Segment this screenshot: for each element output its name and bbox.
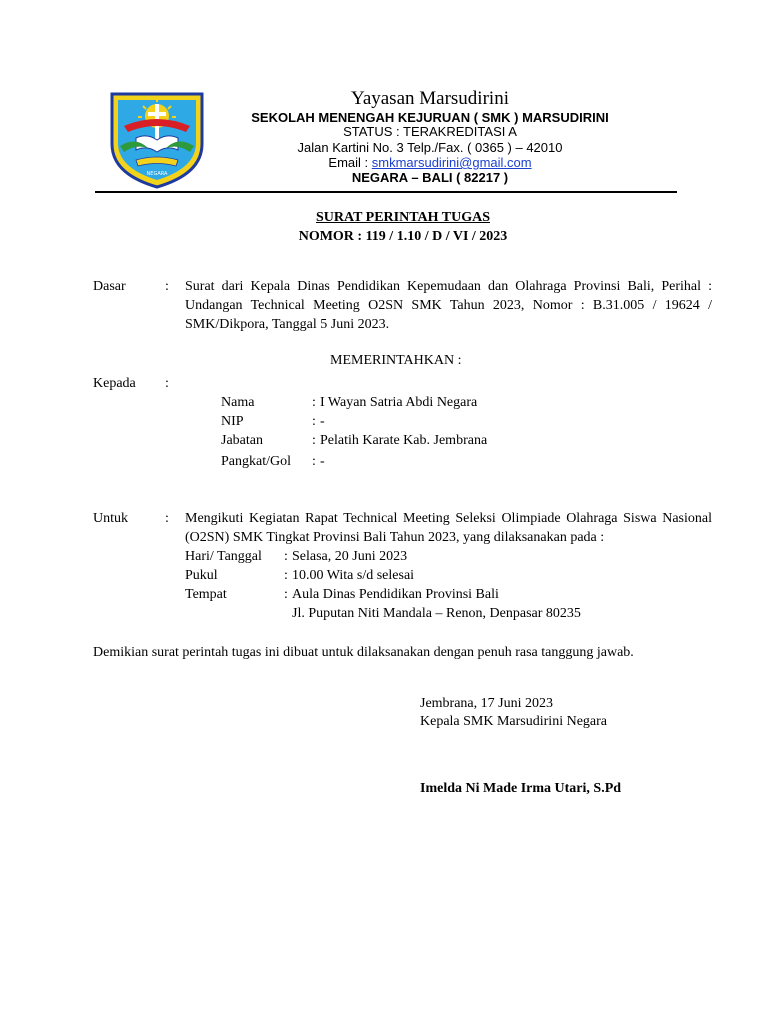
school-name: SEKOLAH MENENGAH KEJURUAN ( SMK ) MARSUDIRINI xyxy=(251,110,609,125)
accreditation-status: STATUS : TERAKREDITASI A xyxy=(343,124,517,139)
untuk-colon: : xyxy=(165,511,169,526)
kepada-colon: : xyxy=(165,376,169,391)
person-label-nip: NIP xyxy=(221,414,244,429)
person-colon: : xyxy=(312,433,316,448)
person-colon: : xyxy=(312,395,316,410)
dasar-label: Dasar xyxy=(93,279,126,294)
person-value-nip: - xyxy=(320,414,325,429)
schedule-value-place: Aula Dinas Pendidikan Provinsi Bali xyxy=(292,587,499,602)
signatory-name: Imelda Ni Made Irma Utari, S.Pd xyxy=(420,781,622,796)
schedule-colon: : xyxy=(284,549,288,564)
kepada-label: Kepada xyxy=(93,376,136,391)
school-address: Jalan Kartini No. 3 Telp./Fax. ( 0365 ) – 42010 xyxy=(297,140,563,155)
letter-title: SURAT PERINTAH TUGAS xyxy=(315,210,490,225)
email-label: Email : xyxy=(328,155,372,170)
schedule-colon: : xyxy=(284,587,288,602)
person-value-position: Pelatih Karate Kab. Jembrana xyxy=(320,433,488,448)
untuk-text: Mengikuti Kegiatan Rapat Technical Meeting Seleksi Olimpiade Olahraga Siswa Nasional (O2SN) SMK Tingkat Provinsi Bali Tahun 2023, yang dilaksanakan pada : xyxy=(185,511,712,545)
person-label-name: Nama xyxy=(221,395,255,410)
school-logo xyxy=(106,86,208,190)
schedule-label-date: Hari/ Tanggal xyxy=(185,549,262,564)
schedule-value-time: 10.00 Wita s/d selesai xyxy=(292,568,415,583)
schedule-colon: : xyxy=(284,568,288,583)
command-heading: MEMERINTAHKAN : xyxy=(330,353,462,368)
person-colon: : xyxy=(312,454,316,469)
email-link[interactable]: smkmarsudirini@gmail.com xyxy=(371,155,532,170)
header-divider xyxy=(95,191,677,193)
person-colon: : xyxy=(312,414,316,429)
schedule-value-date: Selasa, 20 Juni 2023 xyxy=(292,549,408,564)
untuk-label: Untuk xyxy=(93,511,128,526)
logo-caption: NEGARA xyxy=(146,171,168,177)
sign-place-date: Jembrana, 17 Juni 2023 xyxy=(420,696,553,711)
organization-name: Yayasan Marsudirini xyxy=(351,88,509,109)
person-label-position: Jabatan xyxy=(221,433,263,448)
dasar-colon: : xyxy=(165,279,169,294)
school-email-line xyxy=(220,155,640,170)
school-city: NEGARA – BALI ( 82217 ) xyxy=(351,170,509,185)
dasar-text: Surat dari Kepala Dinas Pendidikan Kepemudaan dan Olahraga Provinsi Bali, Perihal : Undangan Technical Meeting O2SN SMK Tahun 2023, Nomor : B.31.005 / 19624 / SMK/Dikpora, Tanggal 5 Juni 2023. xyxy=(185,279,712,332)
person-value-rank: - xyxy=(320,454,325,469)
sign-position: Kepala SMK Marsudirini Negara xyxy=(420,714,608,729)
schedule-label-place: Tempat xyxy=(185,587,227,602)
schedule-label-time: Pukul xyxy=(185,568,218,583)
closing-statement: Demikian surat perintah tugas ini dibuat untuk dilaksanakan dengan penuh rasa tanggung jawab. xyxy=(93,645,634,660)
letter-number: NOMOR : 119 / 1.10 / D / VI / 2023 xyxy=(298,229,508,244)
schedule-place-address: Jl. Puputan Niti Mandala – Renon, Denpasar 80235 xyxy=(292,606,581,621)
person-value-name: I Wayan Satria Abdi Negara xyxy=(320,395,478,410)
person-label-rank: Pangkat/Gol xyxy=(221,454,291,469)
